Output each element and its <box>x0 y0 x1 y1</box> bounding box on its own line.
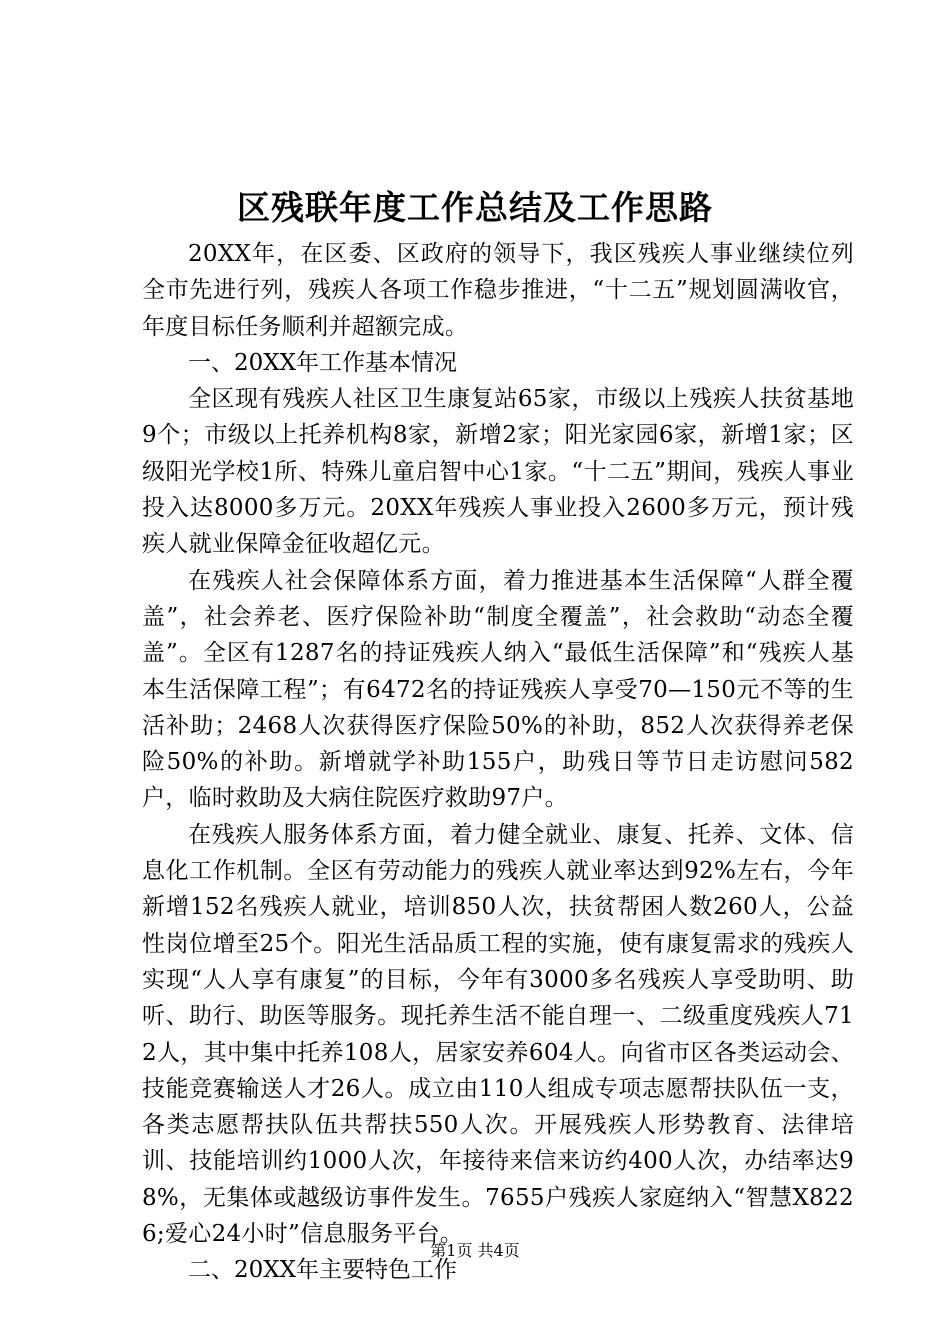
page-number-footer: 第1页 共4页 <box>430 1241 520 1260</box>
section-2-heading: 二、20XX年主要特色工作 <box>188 1257 458 1284</box>
section-1-paragraph-facilities: 全区现有残疾人社区卫生康复站65家，市级以上残疾人扶贫基地9个；市级以上托养机构8家，新增2家；阳光家园6家，新增1家；区级阳光学校1所、特殊儿童启智中心1家。“十二五”期间，残疾人事业投入达8000多万元。20XX年残疾人事业投入2600多万元，预计残疾人就业保障金征收超亿元。 <box>142 386 854 558</box>
section-1-paragraph-service-system: 在残疾人服务体系方面，着力健全就业、康复、托养、文体、信息化工作机制。全区有劳动能力的残疾人就业率达到92%左右，今年新增152名残疾人就业，培训850人次，扶贫帮困人数260人，公益性岗位增至25个。阳光生活品质工程的实施，使有康复需求的残疾人实现“人人享有康复”的目标，今年有3000多名残疾人享受助明、助听、助行、助医等服务。现托养生活不能自理一、二级重度残疾人712人，其中集中托养108人，居家安养604人。向省市区各类运动会、技能竞赛输送人才26人。成立由110人组成专项志愿帮扶队伍一支，各类志愿帮扶队伍共帮扶550人次。开展残疾人形势教育、法律培训、技能培训约1000人次，年接待来信来访约400人次，办结率达98%，无集体或越级访事件发生。7655户残疾人家庭纳入“智慧X8226;爱心24小时”信息服务平台。 <box>142 821 854 1248</box>
section-1-heading: 一、20XX年工作基本情况 <box>188 349 458 376</box>
document-body <box>142 236 854 1289</box>
intro-paragraph: 20XX年，在区委、区政府的领导下，我区残疾人事业继续位列全市先进行列，残疾人各项工作稳步推进，“十二五”规划圆满收官，年度目标任务顺利并超额完成。 <box>142 241 854 340</box>
section-1-paragraph-social-security: 在残疾人社会保障体系方面，着力推进基本生活保障“人群全覆盖”，社会养老、医疗保险补助“制度全覆盖”，社会救助“动态全覆盖”。全区有1287名的持证残疾人纳入“最低生活保障”和“残疾人基本生活保障工程”；有6472名的持证残疾人享受70—150元不等的生活补助；2468人次获得医疗保险50%的补助，852人次获得养老保险50%的补助。新增就学补助155户，助残日等节日走访慰问582户，临时救助及大病住院医疗救助97户。 <box>142 567 854 812</box>
document-title: 区残联年度工作总结及工作思路 <box>237 188 713 227</box>
